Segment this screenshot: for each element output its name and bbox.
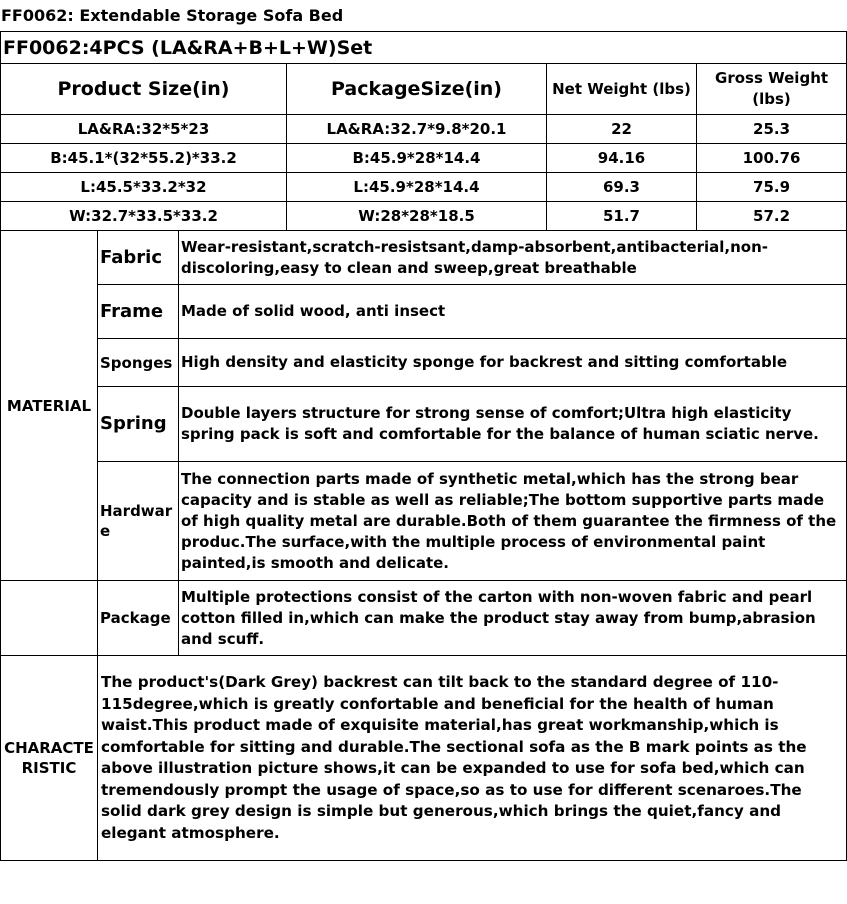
size-row-la-ra bbox=[1, 115, 847, 144]
package-row bbox=[1, 581, 847, 656]
material-row-spring bbox=[1, 387, 847, 462]
net-weight-cell: 22 bbox=[547, 115, 697, 144]
package-size-cell: LA&RA:32.7*9.8*20.1 bbox=[287, 115, 547, 144]
package-size-cell: L:45.9*28*14.4 bbox=[287, 173, 547, 202]
package-label: Package bbox=[98, 581, 179, 656]
product-size-cell: L:45.5*33.2*32 bbox=[1, 173, 287, 202]
product-size-cell: B:45.1*(32*55.2)*33.2 bbox=[1, 144, 287, 173]
gross-weight-cell: 75.9 bbox=[697, 173, 847, 202]
net-weight-cell: 51.7 bbox=[547, 202, 697, 231]
gross-weight-cell: 57.2 bbox=[697, 202, 847, 231]
characteristic-label: CHARACTERISTIC bbox=[1, 656, 98, 861]
product-size-cell: W:32.7*33.5*33.2 bbox=[1, 202, 287, 231]
material-item-text: The connection parts made of synthetic metal,which has the strong bear capacity and is stable as well as reliable;The bottom supportive parts made of high quality metal are durable.Both of them guarantee the firmness of the produc.The surface,with the multiple process of environmental paint painted,is smooth and delicate. bbox=[179, 462, 847, 581]
gross-weight-header: Gross Weight (lbs) bbox=[697, 64, 847, 115]
package-text: Multiple protections consist of the carton with non-woven fabric and pearl cotton filled in,which can make the product stay away from bump,abrasion and scuff. bbox=[179, 581, 847, 656]
package-size-cell: B:45.9*28*14.4 bbox=[287, 144, 547, 173]
material-row-frame bbox=[1, 285, 847, 339]
material-item-text: Wear-resistant,scratch-resistsant,damp-absorbent,antibacterial,non-discoloring,easy to clean and sweep,great breathable bbox=[179, 231, 847, 285]
material-item-text: Double layers structure for strong sense of comfort;Ultra high elasticity spring pack is soft and comfortable for the balance of human sciatic nerve. bbox=[179, 387, 847, 462]
material-item-text: Made of solid wood, anti insect bbox=[179, 285, 847, 339]
page-title: FF0062: Extendable Storage Sofa Bed bbox=[1, 6, 344, 25]
characteristic-text: The product's(Dark Grey) backrest can tilt back to the standard degree of 110-115degree,which is greatly confortable and beneficial for the health of human waist.This product made of exquisite material,has great workmanship,which is comfortable for sitting and durable.The sectional sofa as the B mark points as the above illustration picture shows,it can be expanded to use for sofa bed,which can tremendously prompt the usage of space,so as to use for different scenaroes.The solid dark grey design is simple but generous,which brings the quiet,fancy and elegant atmosphere. bbox=[98, 656, 847, 861]
product-size-cell: LA&RA:32*5*23 bbox=[1, 115, 287, 144]
net-weight-header: Net Weight (lbs) bbox=[547, 64, 697, 115]
material-item-label: Spring bbox=[98, 387, 179, 462]
spec-table bbox=[0, 31, 847, 861]
size-row-w bbox=[1, 202, 847, 231]
gross-weight-cell: 25.3 bbox=[697, 115, 847, 144]
material-item-text: High density and elasticity sponge for backrest and sitting comfortable bbox=[179, 339, 847, 387]
product-size-header: Product Size(in) bbox=[1, 64, 287, 115]
package-size-cell: W:28*28*18.5 bbox=[287, 202, 547, 231]
net-weight-cell: 69.3 bbox=[547, 173, 697, 202]
package-size-header: PackageSize(in) bbox=[287, 64, 547, 115]
material-item-label: Sponges bbox=[98, 339, 179, 387]
material-item-label: Hardware bbox=[98, 462, 179, 581]
material-item-label: Frame bbox=[98, 285, 179, 339]
set-title: FF0062:4PCS (LA&RA+B+L+W)Set bbox=[1, 32, 847, 64]
material-row-fabric bbox=[1, 231, 847, 285]
size-row-b bbox=[1, 144, 847, 173]
characteristic-row bbox=[1, 656, 847, 861]
material-row-hardware bbox=[1, 462, 847, 581]
material-item-label: Fabric bbox=[98, 231, 179, 285]
gross-weight-cell: 100.76 bbox=[697, 144, 847, 173]
net-weight-cell: 94.16 bbox=[547, 144, 697, 173]
package-side-empty bbox=[1, 581, 98, 656]
material-row-sponges bbox=[1, 339, 847, 387]
material-label: MATERIAL bbox=[1, 231, 98, 581]
size-row-l bbox=[1, 173, 847, 202]
